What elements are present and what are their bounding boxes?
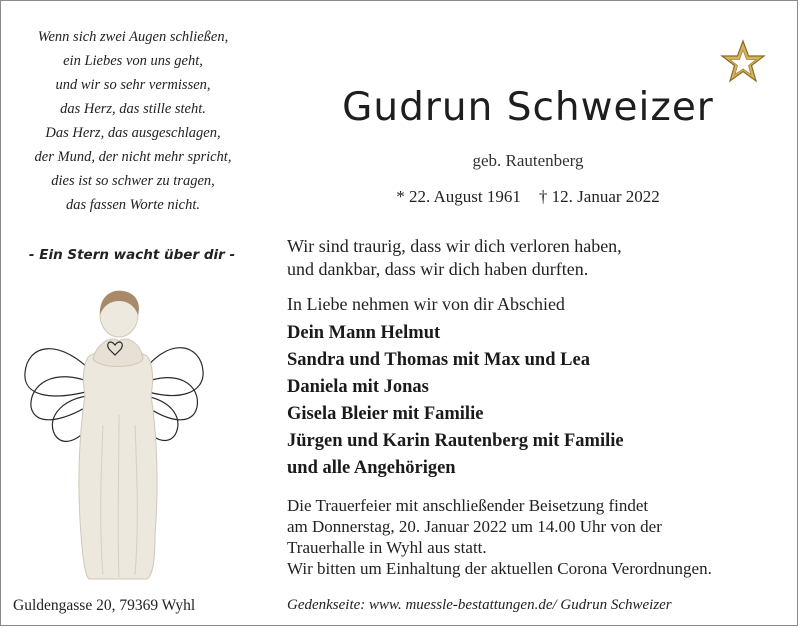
death-date: † 12. Januar 2022 xyxy=(538,187,660,206)
poem xyxy=(15,25,251,217)
poem-line: der Mund, der nicht mehr spricht, xyxy=(34,149,232,165)
angel-figure-image xyxy=(19,285,209,585)
mourner: Jürgen und Karin Rautenberg mit Familie xyxy=(287,431,624,451)
poem-line: Wenn sich zwei Augen schließen, xyxy=(37,29,229,45)
birth-date: * 22. August 1961 xyxy=(396,187,521,206)
poem-line: ein Liebes von uns geht, xyxy=(63,53,203,69)
star-icon xyxy=(719,39,767,85)
funeral-line: am Donnerstag, 20. Januar 2022 um 14.00 Uhr von der xyxy=(287,517,662,536)
life-dates xyxy=(319,187,737,207)
farewell-line: In Liebe nehmen wir von dir Abschied xyxy=(287,294,565,314)
message-line: Wir sind traurig, dass wir dich verloren haben, xyxy=(287,236,622,256)
funeral-line: Wir bitten um Einhaltung der aktuellen Corona Verordnungen. xyxy=(287,559,712,578)
poem-line: und wir so sehr vermissen, xyxy=(55,77,211,93)
deceased-name: Gudrun Schweizer xyxy=(342,85,714,130)
memorial-page-link: Gedenkseite: www. muessle-bestattungen.de/ Gudrun Schweizer xyxy=(287,597,672,613)
mourner: Gisela Bleier mit Familie xyxy=(287,404,484,424)
address: Guldengasse 20, 79369 Wyhl xyxy=(13,597,196,614)
mourner: Sandra und Thomas mit Max und Lea xyxy=(287,350,590,370)
message xyxy=(287,235,793,316)
funeral-line: Die Trauerfeier mit anschließender Beisetzung findet xyxy=(287,496,649,515)
birth-name: geb. Rautenberg xyxy=(472,151,584,170)
message-line: und dankbar, dass wir dich haben durften. xyxy=(287,259,589,279)
poem-line: das Herz, das stille steht. xyxy=(60,101,206,117)
poem-line: Das Herz, das ausgeschlagen, xyxy=(45,125,221,141)
funeral-info xyxy=(287,495,793,579)
poem-line: dies ist so schwer zu tragen, xyxy=(51,173,215,189)
mourner: Daniela mit Jonas xyxy=(287,377,429,397)
motto: - Ein Stern wacht über dir - xyxy=(28,247,236,263)
mourner: Dein Mann Helmut xyxy=(287,323,441,343)
mourner: und alle Angehörigen xyxy=(287,458,456,478)
poem-line: das fassen Worte nicht. xyxy=(66,197,200,213)
funeral-line: Trauerhalle in Wyhl aus statt. xyxy=(287,538,487,557)
mourners-list xyxy=(287,320,624,482)
